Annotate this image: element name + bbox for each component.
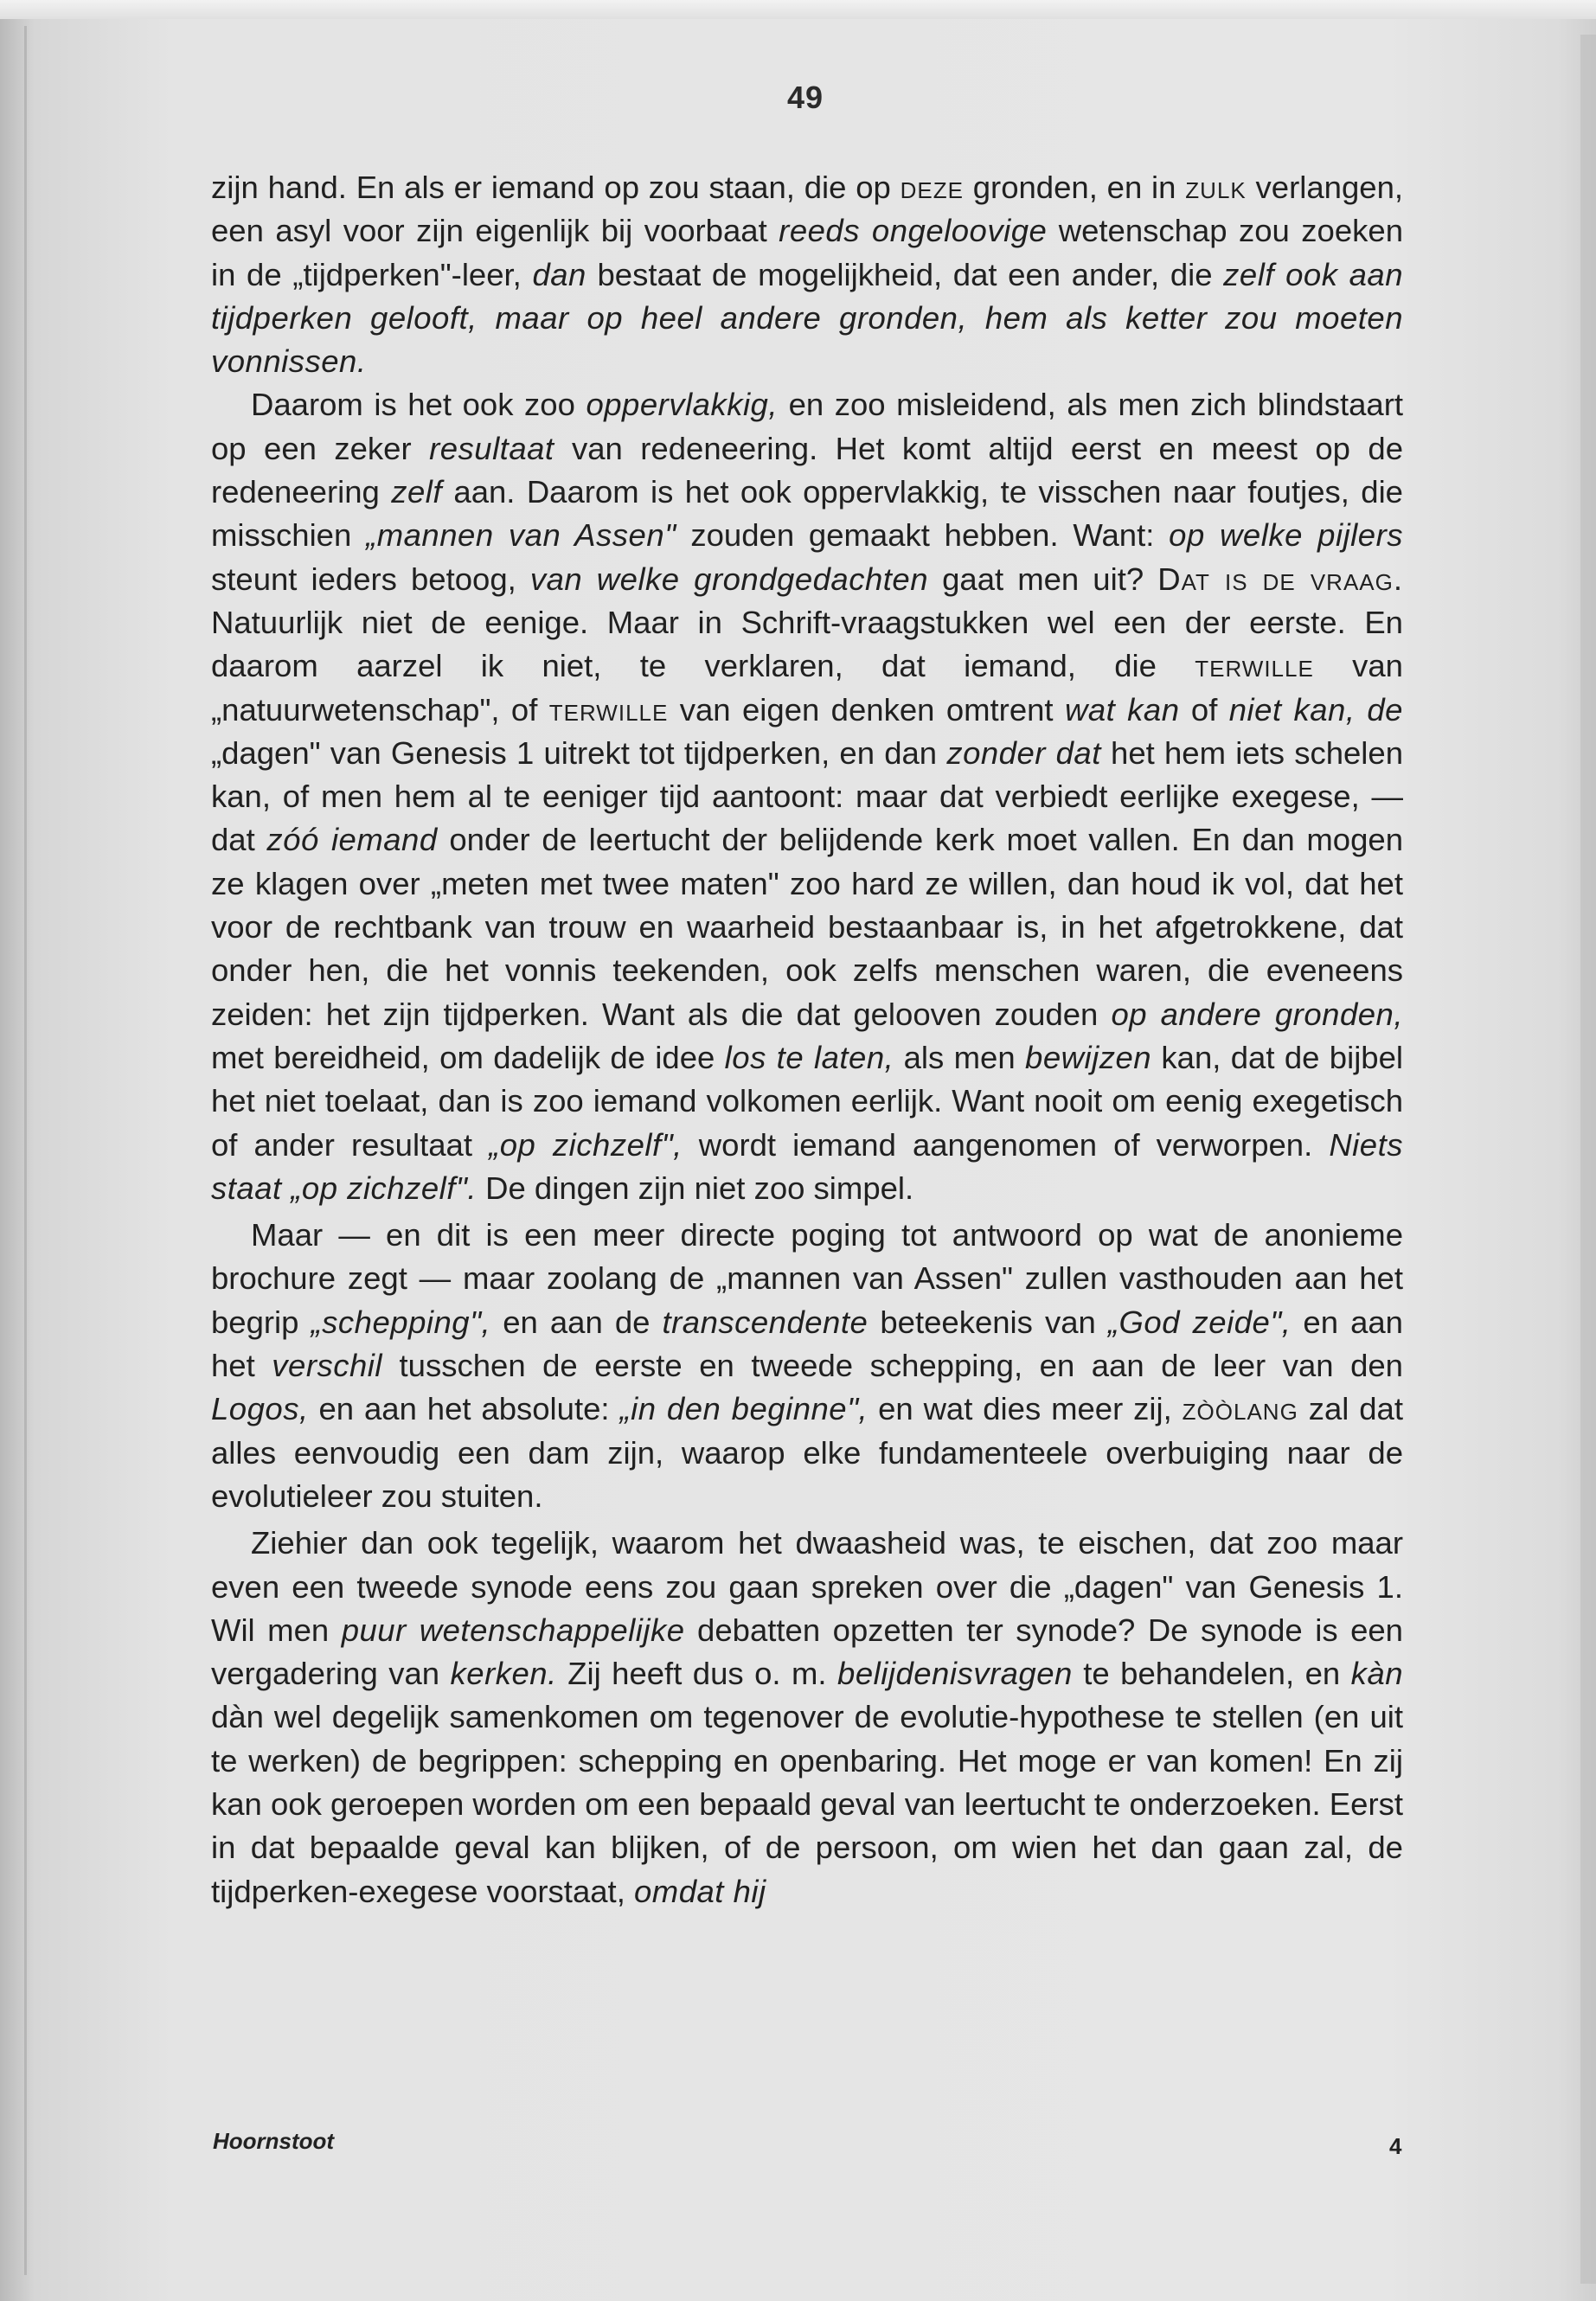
italic-emphasis: zelf ook aan tijdperken gelooft, maar op heel andere gronden, hem als ketter zou moeten vonnissen.	[211, 256, 1403, 380]
text-run: wetenschap zou zoeken in de „tijdperken"-leer,	[211, 213, 1403, 292]
text-run: met bereidheid, om dadelijk de idee	[211, 1039, 725, 1075]
text-run: De dingen zijn niet zoo simpel.	[476, 1170, 914, 1206]
small-caps-emphasis: terwille	[1195, 648, 1314, 684]
paragraph-2	[211, 383, 1403, 1210]
italic-emphasis: oppervlakkig,	[586, 387, 778, 423]
italic-emphasis: „mannen van Assen"	[366, 517, 676, 554]
italic-emphasis: wat kan	[1064, 691, 1180, 727]
footer-signature: Hoornstoot	[213, 2128, 335, 2154]
footer-sheet-number: 4	[1389, 2133, 1402, 2159]
italic-emphasis: verschil	[272, 1348, 382, 1384]
small-caps-emphasis: deze	[900, 170, 964, 205]
text-run: zal dat alles eenvoudig een dam zijn, waarop elke fundamenteele overbuiging naar de evolutieleer zou stuiten.	[211, 1391, 1403, 1514]
italic-emphasis: niet kan, de	[1228, 691, 1403, 727]
small-caps-emphasis: terwille	[548, 691, 669, 727]
italic-emphasis: „in den beginne",	[619, 1391, 869, 1427]
small-caps-emphasis: zòòlang	[1182, 1391, 1298, 1427]
italic-emphasis: puur wetenschappelijke	[341, 1612, 685, 1648]
italic-emphasis: belijdenisvragen	[837, 1656, 1073, 1692]
italic-emphasis: „God zeide",	[1107, 1304, 1292, 1340]
italic-emphasis: zóó iemand	[266, 822, 438, 858]
italic-emphasis: Logos,	[211, 1391, 309, 1427]
text-run: het hem iets schelen kan, of men hem al te eeniger tijd aantoont: maar dat verbiedt eerlijke exegese, — dat	[211, 734, 1403, 858]
text-run: van eigen denken omtrent	[668, 691, 1065, 727]
body-text	[211, 166, 1403, 1913]
text-run: Zij heeft dus o. m.	[556, 1656, 838, 1692]
text-run: wordt iemand aangenomen of verworpen.	[682, 1126, 1330, 1163]
italic-emphasis: reeds ongeloovige	[779, 213, 1048, 249]
page-right-edge	[1580, 35, 1596, 2284]
text-run: en wat dies meer zij,	[868, 1391, 1183, 1427]
text-run: Daarom is het ook zoo	[251, 387, 586, 423]
text-run: of	[1179, 691, 1229, 727]
italic-emphasis: resultaat	[429, 430, 554, 466]
text-run: te behandelen, en	[1072, 1656, 1351, 1692]
text-run: aan. Daarom is het ook oppervlakkig, te visschen naar foutjes, die misschien	[211, 474, 1403, 554]
small-caps-emphasis: Dat is de vraag.	[1157, 561, 1403, 597]
text-run: Maar — en dit is een meer directe poging tot antwoord op wat de anonieme brochure zegt — maar zoolang de „mannen van Assen" zullen vasthouden aan het begrip	[211, 1217, 1403, 1340]
italic-emphasis: bewijzen	[1025, 1039, 1152, 1075]
italic-emphasis: van welke grondgedachten	[529, 561, 929, 597]
text-run: en aan het absolute:	[308, 1391, 620, 1427]
text-run: onder de leertucht der belijdende kerk moet vallen. En dan mogen ze klagen over „meten met twee maten" zoo hard ze willen, dan houd ik vol, dat het voor de rechtbank van trouw en waarheid bestaanbaar is, in het afgetrokkene, dat onder hen, die het vonnis teekenden, ook zelfs menschen waren, die eveneens zeiden: het zijn tijdperken. Want als die dat gelooven zouden	[211, 822, 1403, 1032]
italic-emphasis: transcendente	[662, 1304, 869, 1340]
text-run: debatten opzetten ter synode? De synode is een vergadering van	[211, 1612, 1403, 1692]
italic-emphasis: Niets staat „op zichzelf".	[211, 1126, 1403, 1206]
paragraph-3	[211, 1214, 1403, 1518]
text-run: bestaat de mogelijkheid, dat een ander, die	[586, 256, 1224, 292]
italic-emphasis: op welke pijlers	[1169, 517, 1403, 554]
text-run: en aan de	[490, 1304, 663, 1340]
italic-emphasis: „op zichzelf",	[489, 1126, 683, 1163]
italic-emphasis: los te laten,	[724, 1039, 894, 1075]
text-run: zijn hand. En als er iemand op zou staan, die op	[211, 170, 901, 205]
text-run: tusschen de eerste en tweede schepping, en aan de leer van den	[382, 1348, 1403, 1384]
text-run: gronden, en in	[963, 170, 1186, 205]
italic-emphasis: kàn	[1350, 1656, 1403, 1692]
italic-emphasis: op andere gronden,	[1111, 996, 1403, 1032]
text-run: „dagen" van Genesis 1 uitrekt tot tijdperken, en dan	[211, 734, 947, 771]
paragraph-4	[211, 1522, 1403, 1913]
text-run: beteekenis van	[868, 1304, 1108, 1340]
paragraph-1	[211, 166, 1403, 383]
text-run: dàn wel degelijk samenkomen om tegenover de evolutie-hypothese te stellen (en uit te werken) de begrippen: schepping en openbaring. Het moge er van komen! En zij kan ook geroepen worden om een bepaald geval van leertucht te onderzoeken. Eerst in dat bepaalde geval kan blijken, of de persoon, om wien het dan gaan zal, de tijdperken-exegese voorstaat,	[211, 1699, 1403, 1909]
text-run: van redeneering. Het komt altijd eerst en meest op de redeneering	[211, 430, 1403, 510]
italic-emphasis: omdat hij	[633, 1873, 766, 1909]
text-run: verlangen, een asyl voor zijn eigenlijk bij voorbaat	[211, 170, 1404, 249]
text-run: en zoo misleidend, als men zich blindstaart op een zeker	[211, 387, 1403, 466]
italic-emphasis: kerken.	[450, 1656, 557, 1692]
text-run: Natuurlijk niet de eenige. Maar in Schrift-vraagstukken wel een der eerste. En daarom aarzel ik niet, te verklaren, dat iemand, die	[211, 604, 1403, 684]
text-run: steunt ieders betoog,	[211, 561, 530, 597]
text-run: gaat men uit?	[928, 561, 1158, 597]
small-caps-emphasis: zulk	[1185, 170, 1247, 205]
page-number: 49	[786, 80, 824, 115]
text-run: kan, dat de bijbel het niet toelaat, dan is zoo iemand volkomen eerlijk. Want nooit om eenig exegetisch of ander resultaat	[211, 1039, 1404, 1163]
italic-emphasis: „schepping",	[311, 1304, 491, 1340]
page-top-edge	[0, 0, 1596, 19]
text-run: Ziehier dan ook tegelijk, waarom het dwaasheid was, te eischen, dat zoo maar even een tweede synode eens zou gaan spreken over die „dagen" van Genesis 1. Wil men	[211, 1525, 1403, 1648]
text-run: en aan het	[211, 1304, 1403, 1384]
italic-emphasis: zonder dat	[946, 734, 1101, 771]
page-left-edge	[24, 26, 27, 2275]
text-run: van „natuurwetenschap", of	[211, 648, 1403, 727]
italic-emphasis: dan	[532, 256, 586, 292]
text-run: als men	[894, 1039, 1026, 1075]
italic-emphasis: zelf	[391, 474, 443, 510]
text-run: zouden gemaakt hebben. Want:	[676, 517, 1170, 554]
